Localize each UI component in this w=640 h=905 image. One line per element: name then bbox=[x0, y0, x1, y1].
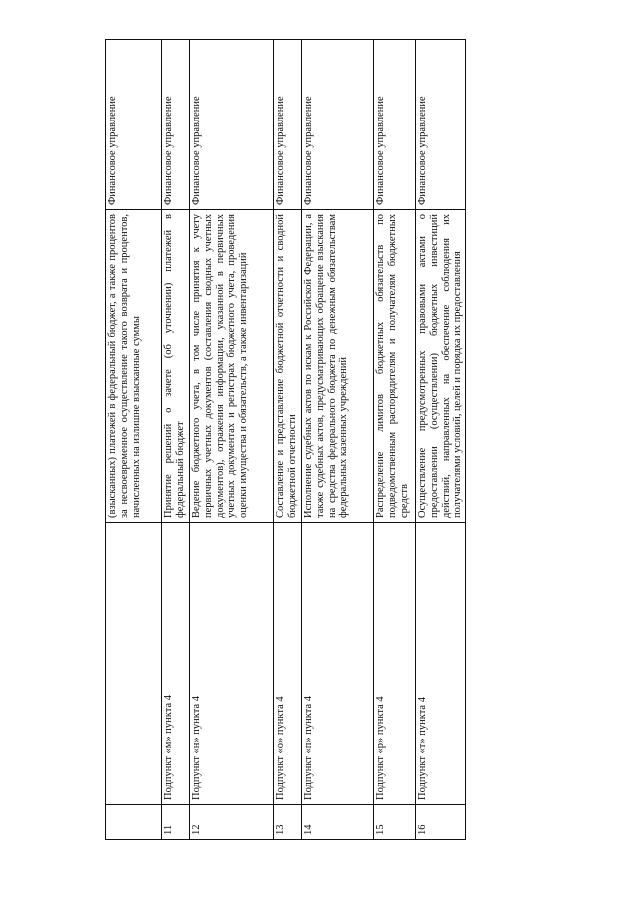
description-cell: Исполнение судебных актов по искам к Российской Федерации, а также судебных актов, предусматривающих обращение взыскания на средства федерального бюджета по денежным обязательствам федеральных казенных учреждений bbox=[302, 210, 374, 523]
subitem-cell: Подпункт «т» пункта 4 bbox=[416, 523, 466, 805]
executor-cell: Финансовое управление bbox=[190, 40, 274, 210]
description-cell: Составление и представление бюджетной отчетности и сводной бюджетной отчетности bbox=[274, 210, 302, 523]
row-number: 15 bbox=[374, 805, 416, 840]
subitem-cell: Подпункт «р» пункта 4 bbox=[374, 523, 416, 805]
subitem-cell bbox=[106, 523, 162, 805]
table-row bbox=[274, 40, 302, 840]
row-number: 12 bbox=[190, 805, 274, 840]
rotated-table-wrapper bbox=[105, 40, 464, 840]
subitem-cell: Подпункт «о» пункта 4 bbox=[274, 523, 302, 805]
table-row bbox=[162, 40, 190, 840]
row-number: 11 bbox=[162, 805, 190, 840]
executor-cell: Финансовое управление bbox=[416, 40, 466, 210]
row-number: 16 bbox=[416, 805, 466, 840]
table-row bbox=[416, 40, 466, 840]
description-cell: Распределение лимитов бюджетных обязательств по подведомственным распорядителям и получателям бюджетных средств bbox=[374, 210, 416, 523]
description-cell: Ведение бюджетного учета, в том числе принятия к учету первичных учетных документов (составления сводных учетных документов), отражения информации, указанной в первичных учетных документах и регистрах бюджетного учета, проведения оценки имущества и обязательств, а также инвентаризаций bbox=[190, 210, 274, 523]
rotated-table-container bbox=[105, 40, 464, 840]
executor-cell: Финансовое управление bbox=[302, 40, 374, 210]
subitem-cell: Подпункт «п» пункта 4 bbox=[302, 523, 374, 805]
description-cell: (взысканных) платежей в федеральный бюджет, а также процентов за несвоевременное осуществление такого возврата и процентов, начисленных на излишне взысканные суммы bbox=[106, 210, 162, 523]
executor-cell: Финансовое управление bbox=[374, 40, 416, 210]
subitem-cell: Подпункт «н» пункта 4 bbox=[190, 523, 274, 805]
executor-cell: Финансовое управление bbox=[274, 40, 302, 210]
executor-cell: Финансовое управление bbox=[106, 40, 162, 210]
subitem-cell: Подпункт «м» пункта 4 bbox=[162, 523, 190, 805]
functions-table bbox=[105, 39, 466, 840]
table-row bbox=[302, 40, 374, 840]
table-row bbox=[190, 40, 274, 840]
description-cell: Осуществление предусмотренных правовыми актами о предоставлении (осуществлении) бюджетных инвестиций действий, направленных на обеспечение соблюдения их получателями условий, целей и порядка их предоставления bbox=[416, 210, 466, 523]
description-cell: Принятие решений о зачете (об уточнении) платежей в федеральный бюджет bbox=[162, 210, 190, 523]
row-number bbox=[106, 805, 162, 840]
row-number: 13 bbox=[274, 805, 302, 840]
row-number: 14 bbox=[302, 805, 374, 840]
executor-cell: Финансовое управление bbox=[162, 40, 190, 210]
table-row bbox=[106, 40, 162, 840]
table-row bbox=[374, 40, 416, 840]
